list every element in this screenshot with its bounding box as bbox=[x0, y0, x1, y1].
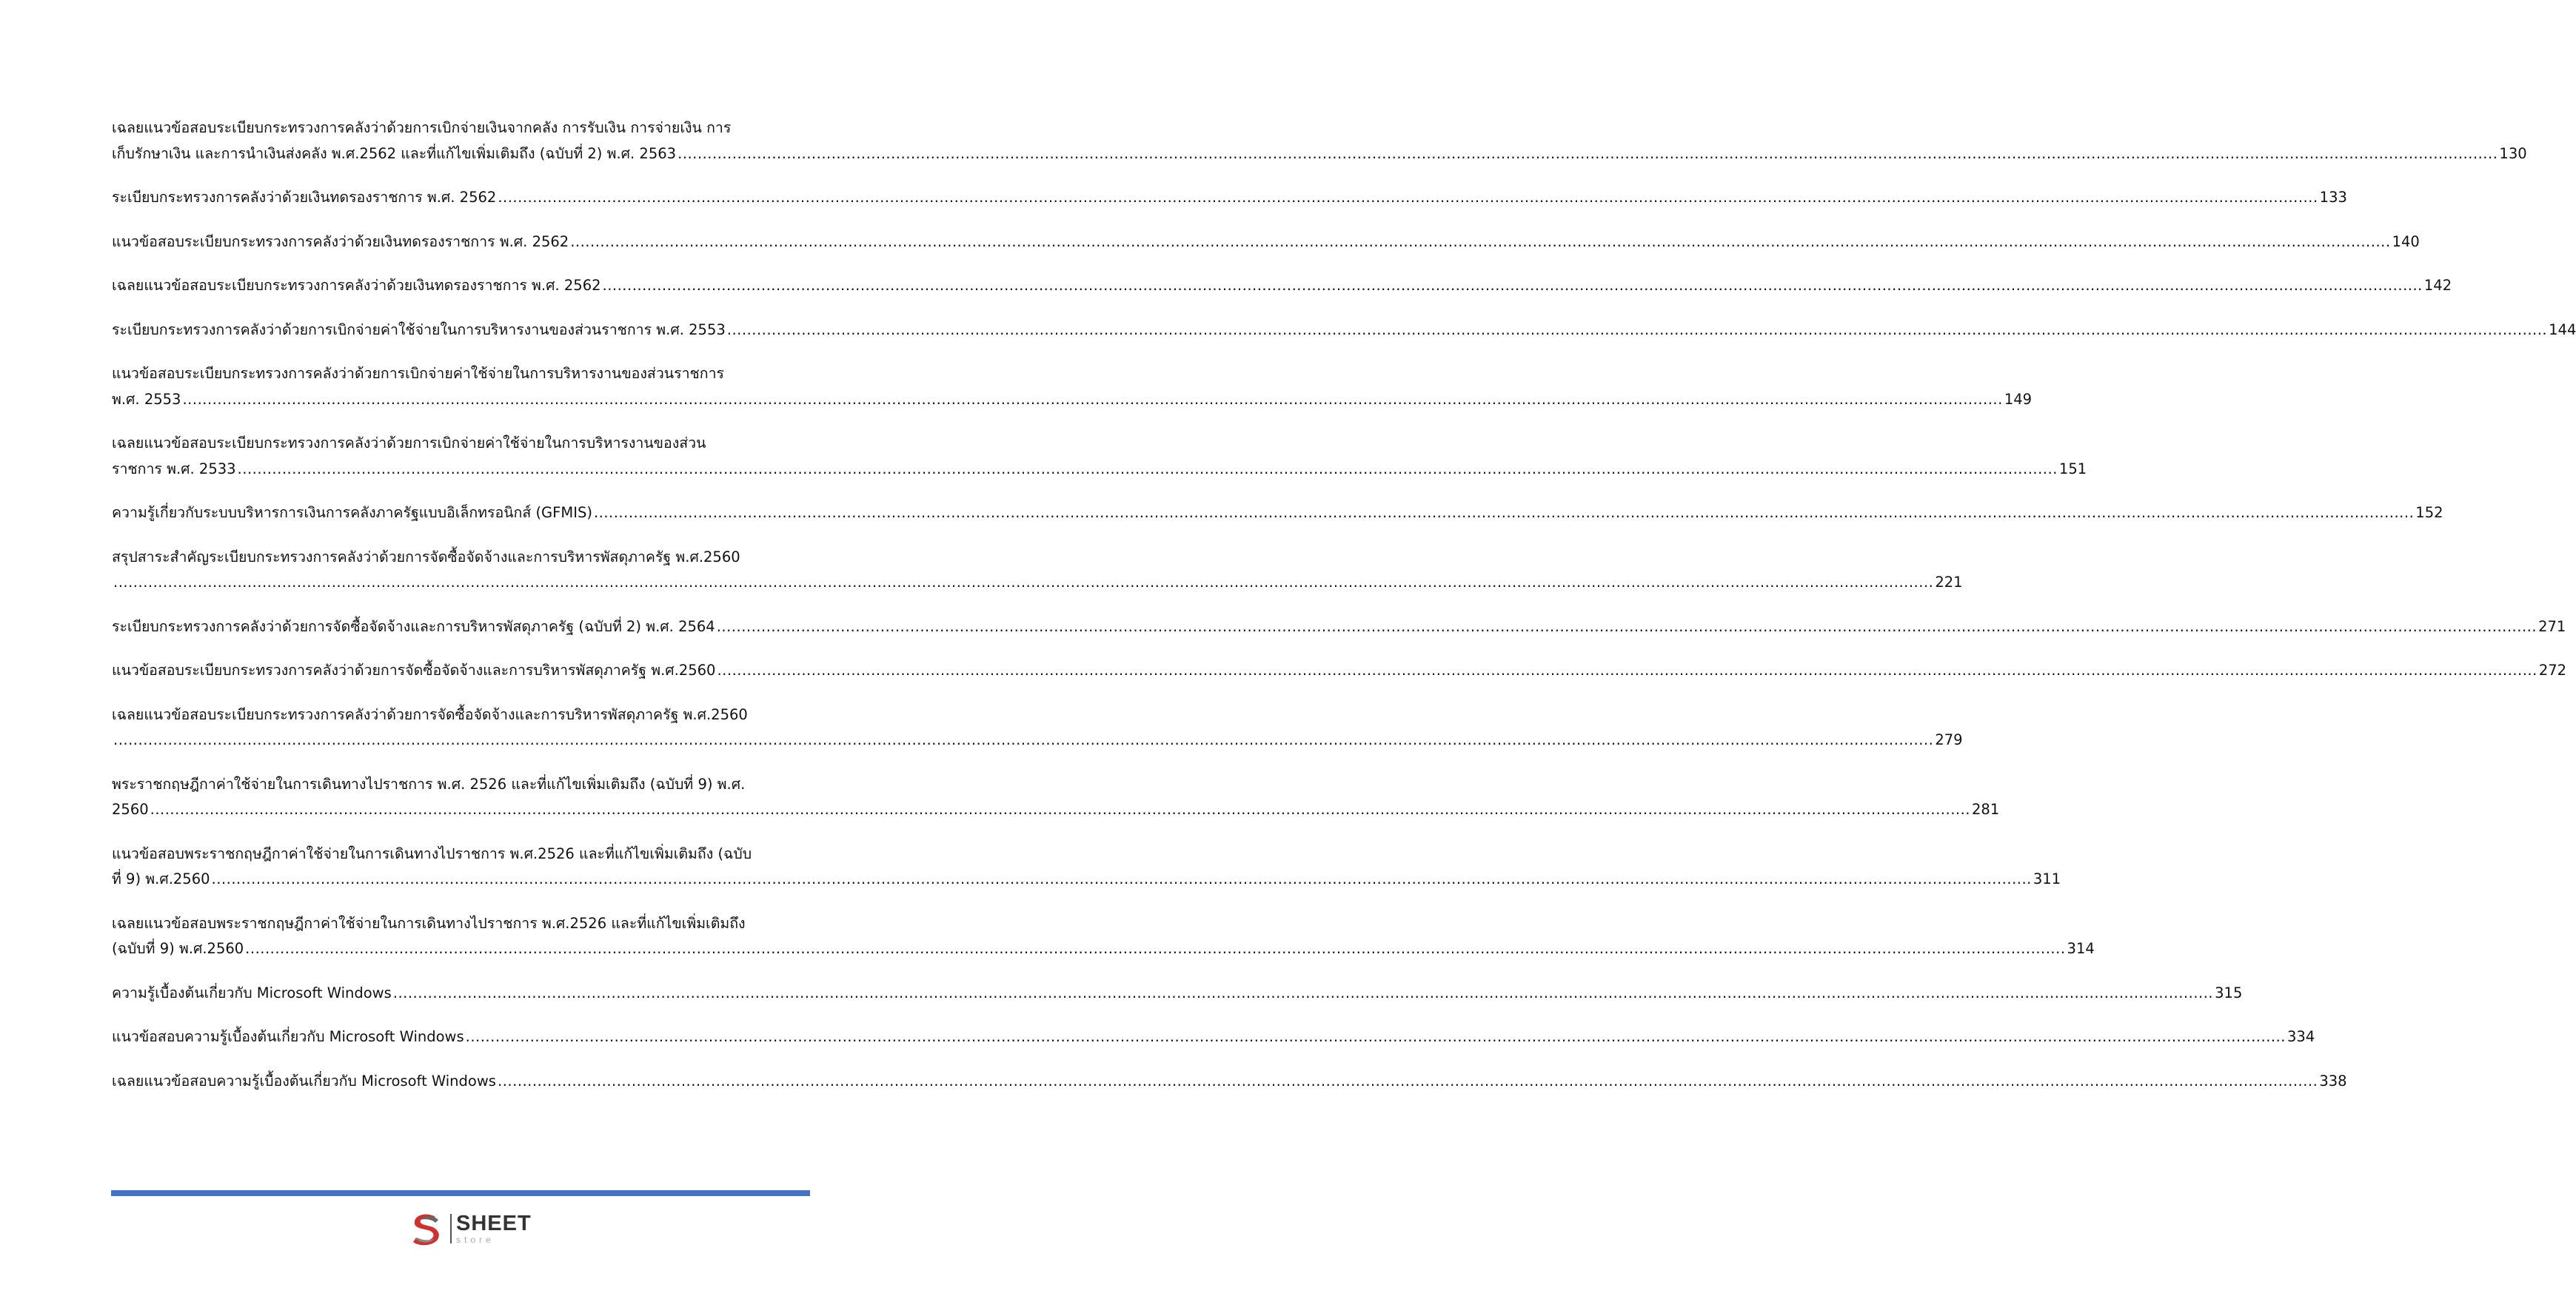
toc-page-number: 334 bbox=[2287, 1028, 2315, 1045]
toc-entry-title: เฉลยแนวข้อสอบระเบียบกระทรวงการคลังว่าด้วยเงินทดรองราชการ พ.ศ. 2562 bbox=[112, 277, 601, 294]
toc-entry-line bbox=[112, 361, 808, 387]
toc-page-number: 279 bbox=[1935, 731, 1963, 748]
toc-entry[interactable] bbox=[112, 361, 2033, 412]
logo-main-text: SHEET bbox=[456, 1212, 532, 1235]
toc-entry-title: ที่ 9) พ.ศ.2560 bbox=[112, 870, 210, 887]
toc-dot-leader bbox=[498, 185, 2318, 211]
toc-entry-line bbox=[112, 387, 2033, 413]
toc-dot-leader bbox=[727, 318, 2547, 343]
table-of-contents bbox=[112, 115, 2576, 1112]
toc-dot-leader bbox=[594, 500, 2414, 526]
toc-entry-title: เฉลยแนวข้อสอบพระราชกฤษฎีกาค่าใช้จ่ายในการเดินทางไปราชการ พ.ศ.2526 และที่แก้ไขเพิ่มเติมถึง bbox=[112, 914, 746, 932]
toc-entry[interactable] bbox=[112, 772, 2000, 823]
toc-page-number: 133 bbox=[2319, 189, 2347, 206]
toc-page-number: 152 bbox=[2415, 504, 2443, 521]
toc-entry-title: 2560 bbox=[112, 801, 149, 818]
toc-entry[interactable] bbox=[112, 273, 2452, 299]
toc-page-number: 221 bbox=[1935, 574, 1963, 591]
toc-entry[interactable] bbox=[112, 911, 2095, 962]
toc-page-number: 314 bbox=[2067, 940, 2095, 957]
toc-entry[interactable] bbox=[112, 115, 2527, 167]
toc-dot-leader bbox=[113, 728, 1933, 753]
toc-entry-line bbox=[112, 431, 808, 457]
toc-dot-leader bbox=[717, 658, 2537, 684]
logo-divider bbox=[450, 1214, 452, 1243]
footer-logo bbox=[406, 1208, 539, 1249]
toc-entry-line bbox=[112, 273, 2452, 299]
toc-entry-line bbox=[112, 911, 808, 937]
toc-entry-line bbox=[112, 229, 2420, 255]
toc-entry-title: แนวข้อสอบระเบียบกระทรวงการคลังว่าด้วยการเบิกจ่ายค่าใช้จ่ายในการบริหารงานของส่วนราชการ bbox=[112, 365, 724, 382]
toc-entry-title: ราชการ พ.ศ. 2533 bbox=[112, 460, 236, 477]
toc-dot-leader bbox=[498, 1069, 2318, 1095]
toc-entry-title: ระเบียบกระทรวงการคลังว่าด้วยการเบิกจ่ายค่าใช้จ่ายในการบริหารงานของส่วนราชการ พ.ศ. 2553 bbox=[112, 320, 726, 338]
toc-entry-title: ความรู้เกี่ยวกับระบบบริหารการเงินการคลังภาครัฐแบบอิเล็กทรอนิกส์ (GFMIS) bbox=[112, 504, 592, 521]
toc-entry-line bbox=[112, 728, 1963, 753]
toc-entry-title: (ฉบับที่ 9) พ.ศ.2560 bbox=[112, 940, 244, 957]
toc-dot-leader bbox=[570, 229, 2390, 255]
toc-entry-line bbox=[112, 842, 808, 867]
toc-entry[interactable] bbox=[112, 658, 2567, 684]
toc-dot-leader bbox=[113, 570, 1933, 596]
logo-sub-text: store bbox=[456, 1235, 495, 1245]
toc-page-number: 338 bbox=[2319, 1072, 2347, 1090]
toc-entry-line bbox=[112, 658, 2567, 684]
toc-entry-title: เฉลยแนวข้อสอบระเบียบกระทรวงการคลังว่าด้วยการจัดซื้อจัดจ้างและการบริหารพัสดุภาครัฐ พ.ศ.2560 bbox=[112, 705, 748, 723]
toc-entry-line bbox=[112, 185, 2347, 211]
toc-entry[interactable] bbox=[112, 1069, 2347, 1095]
toc-entry-line bbox=[112, 318, 2576, 343]
toc-page-number: 271 bbox=[2538, 617, 2566, 635]
toc-page-number: 151 bbox=[2058, 460, 2087, 477]
toc-entry[interactable] bbox=[112, 545, 1963, 596]
toc-entry-line bbox=[112, 702, 808, 728]
logo-wordmark bbox=[456, 1213, 532, 1244]
toc-entry-line bbox=[112, 867, 2061, 893]
toc-entry-title: ความรู้เบื้องต้นเกี่ยวกับ Microsoft Windows bbox=[112, 984, 392, 1001]
footer-divider bbox=[111, 1190, 810, 1196]
toc-page-number: 142 bbox=[2423, 277, 2452, 294]
toc-entry[interactable] bbox=[112, 500, 2443, 526]
toc-entry[interactable] bbox=[112, 842, 2061, 893]
toc-page-number: 130 bbox=[2499, 144, 2527, 162]
toc-entry[interactable] bbox=[112, 318, 2576, 343]
toc-page-number: 315 bbox=[2215, 984, 2243, 1001]
toc-page-number: 311 bbox=[2033, 870, 2061, 887]
toc-entry-title: เฉลยแนวข้อสอบระเบียบกระทรวงการคลังว่าด้วยการเบิกจ่ายค่าใช้จ่ายในการบริหารงานของส่วน bbox=[112, 434, 706, 452]
toc-dot-leader bbox=[678, 141, 2498, 167]
toc-page-number: 149 bbox=[2004, 390, 2033, 408]
toc-dot-leader bbox=[212, 867, 2032, 893]
toc-entry-title: แนวข้อสอบความรู้เบื้องต้นเกี่ยวกับ Microsoft Windows bbox=[112, 1028, 464, 1045]
toc-dot-leader bbox=[150, 797, 1970, 823]
toc-dot-leader bbox=[466, 1024, 2286, 1050]
toc-dot-leader bbox=[603, 273, 2423, 299]
toc-entry-title: ระเบียบกระทรวงการคลังว่าด้วยเงินทดรองราชการ พ.ศ. 2562 bbox=[112, 189, 497, 206]
sheet-store-s-logo-icon bbox=[406, 1208, 447, 1249]
toc-entry[interactable] bbox=[112, 981, 2243, 1007]
toc-dot-leader bbox=[182, 387, 2002, 413]
toc-entry-line bbox=[112, 614, 2566, 640]
toc-entry[interactable] bbox=[112, 614, 2566, 640]
toc-entry-title: สรุปสาระสำคัญระเบียบกระทรวงการคลังว่าด้วยการจัดซื้อจัดจ้างและการบริหารพัสดุภาครัฐ พ.ศ.2560 bbox=[112, 548, 740, 565]
toc-dot-leader bbox=[717, 614, 2537, 640]
toc-page-number: 144 bbox=[2549, 320, 2576, 338]
toc-entry[interactable] bbox=[112, 431, 2087, 482]
toc-page-number: 140 bbox=[2392, 232, 2420, 250]
toc-entry-line bbox=[112, 570, 1963, 596]
toc-entry-line bbox=[112, 981, 2243, 1007]
toc-entry-title: พ.ศ. 2553 bbox=[112, 390, 181, 408]
toc-page-number: 281 bbox=[1972, 801, 2000, 818]
toc-entry[interactable] bbox=[112, 702, 1963, 753]
toc-entry-line bbox=[112, 141, 2527, 167]
toc-entry-line bbox=[112, 500, 2443, 526]
toc-dot-leader bbox=[393, 981, 2213, 1007]
toc-entry[interactable] bbox=[112, 185, 2347, 211]
toc-entry-line bbox=[112, 1024, 2315, 1050]
toc-entry-title: แนวข้อสอบพระราชกฤษฎีกาค่าใช้จ่ายในการเดินทางไปราชการ พ.ศ.2526 และที่แก้ไขเพิ่มเติมถึง (ฉบับ bbox=[112, 845, 752, 862]
toc-entry-title: แนวข้อสอบระเบียบกระทรวงการคลังว่าด้วยการจัดซื้อจัดจ้างและการบริหารพัสดุภาครัฐ พ.ศ.2560 bbox=[112, 662, 716, 679]
toc-entry-title: เฉลยแนวข้อสอบความรู้เบื้องต้นเกี่ยวกับ Microsoft Windows bbox=[112, 1072, 496, 1090]
toc-entry-line bbox=[112, 772, 808, 798]
toc-entry-line bbox=[112, 115, 808, 141]
toc-entry-line bbox=[112, 545, 808, 571]
toc-entry-title: เฉลยแนวข้อสอบระเบียบกระทรวงการคลังว่าด้วยการเบิกจ่ายเงินจากคลัง การรับเงิน การจ่ายเงิน การ bbox=[112, 119, 732, 136]
toc-entry-line bbox=[112, 797, 2000, 823]
toc-entry-title: ระเบียบกระทรวงการคลังว่าด้วยการจัดซื้อจัดจ้างและการบริหารพัสดุภาครัฐ (ฉบับที่ 2) พ.ศ. 2564 bbox=[112, 617, 715, 635]
toc-entry-title: พระราชกฤษฎีกาค่าใช้จ่ายในการเดินทางไปราชการ พ.ศ. 2526 และที่แก้ไขเพิ่มเติมถึง (ฉบับที่ 9) พ.ศ. bbox=[112, 775, 746, 793]
toc-entry-line bbox=[112, 457, 2087, 483]
toc-entry-line bbox=[112, 936, 2095, 962]
toc-entry-title: เก็บรักษาเงิน และการนำเงินส่งคลัง พ.ศ.2562 และที่แก้ไขเพิ่มเติมถึง (ฉบับที่ 2) พ.ศ. 2563 bbox=[112, 144, 677, 162]
toc-page-number: 272 bbox=[2538, 662, 2567, 679]
toc-entry[interactable] bbox=[112, 1024, 2315, 1050]
toc-dot-leader bbox=[238, 457, 2058, 483]
toc-dot-leader bbox=[245, 936, 2065, 962]
toc-entry-title: แนวข้อสอบระเบียบกระทรวงการคลังว่าด้วยเงินทดรองราชการ พ.ศ. 2562 bbox=[112, 232, 569, 250]
toc-entry-line bbox=[112, 1069, 2347, 1095]
toc-entry[interactable] bbox=[112, 229, 2420, 255]
